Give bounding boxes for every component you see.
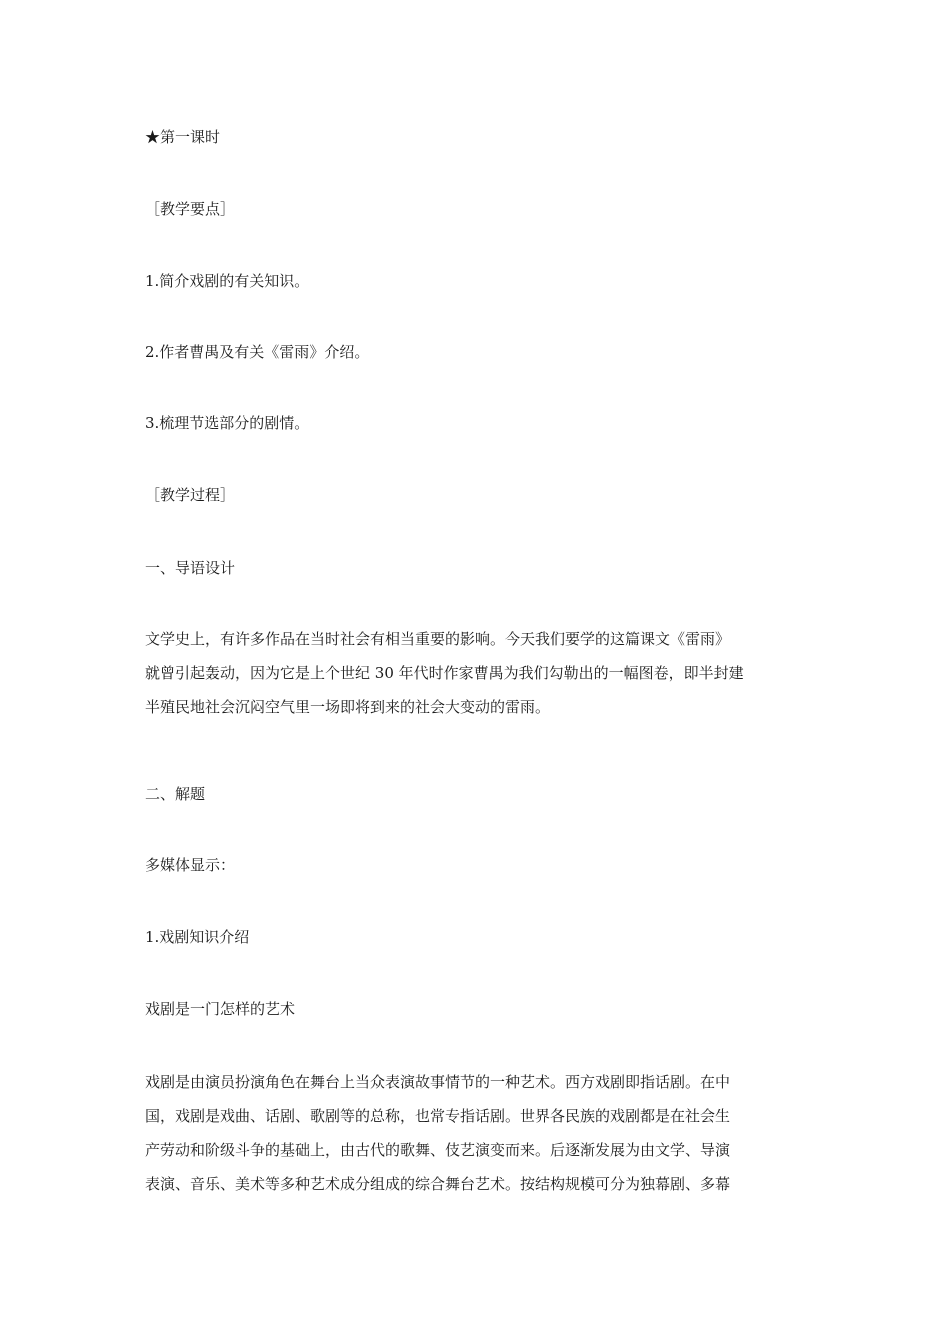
section-title-heading: 二、解题	[145, 785, 206, 803]
drama-paragraph-line: 产劳动和阶级斗争的基础上，由古代的歌舞、伎艺演变而来。后逐渐发展为由文学、导演	[145, 1141, 731, 1159]
teaching-point-3: 3.梳理节选部分的剧情。	[145, 414, 310, 432]
intro-paragraph-line: 文学史上，有许多作品在当时社会有相当重要的影响。今天我们要学的这篇课文《雷雨》	[145, 630, 731, 648]
drama-paragraph-line: 国，戏剧是戏曲、话剧、歌剧等的总称，也常专指话剧。世界各民族的戏剧都是在社会生	[145, 1107, 731, 1125]
intro-paragraph-line: 半殖民地社会沉闷空气里一场即将到来的社会大变动的雷雨。	[145, 698, 551, 716]
drama-paragraph-line: 表演、音乐、美术等多种艺术成分组成的综合舞台艺术。按结构规模可分为独幕剧、多幕	[145, 1175, 731, 1193]
drama-paragraph	[145, 1065, 810, 1201]
teaching-process-heading: ［教学过程］	[145, 486, 236, 504]
section-intro-heading: 一、导语设计	[145, 559, 236, 577]
drama-question: 戏剧是一门怎样的艺术	[145, 1000, 296, 1018]
drama-intro-heading: 1.戏剧知识介绍	[145, 928, 250, 946]
multimedia-label: 多媒体显示：	[145, 856, 236, 874]
teaching-point-1: 1.简介戏剧的有关知识。	[145, 272, 310, 290]
lesson-heading: ★第一课时	[145, 128, 221, 146]
drama-paragraph-line: 戏剧是由演员扮演角色在舞台上当众表演故事情节的一种艺术。西方戏剧即指话剧。在中	[145, 1073, 731, 1091]
teaching-point-2: 2.作者曹禺及有关《雷雨》介绍。	[145, 343, 370, 361]
intro-paragraph-line: 就曾引起轰动，因为它是上个世纪 30 年代时作家曹禺为我们勾勒出的一幅图卷，即半封建	[145, 664, 744, 682]
teaching-points-heading: ［教学要点］	[145, 200, 236, 218]
intro-paragraph	[145, 622, 810, 724]
